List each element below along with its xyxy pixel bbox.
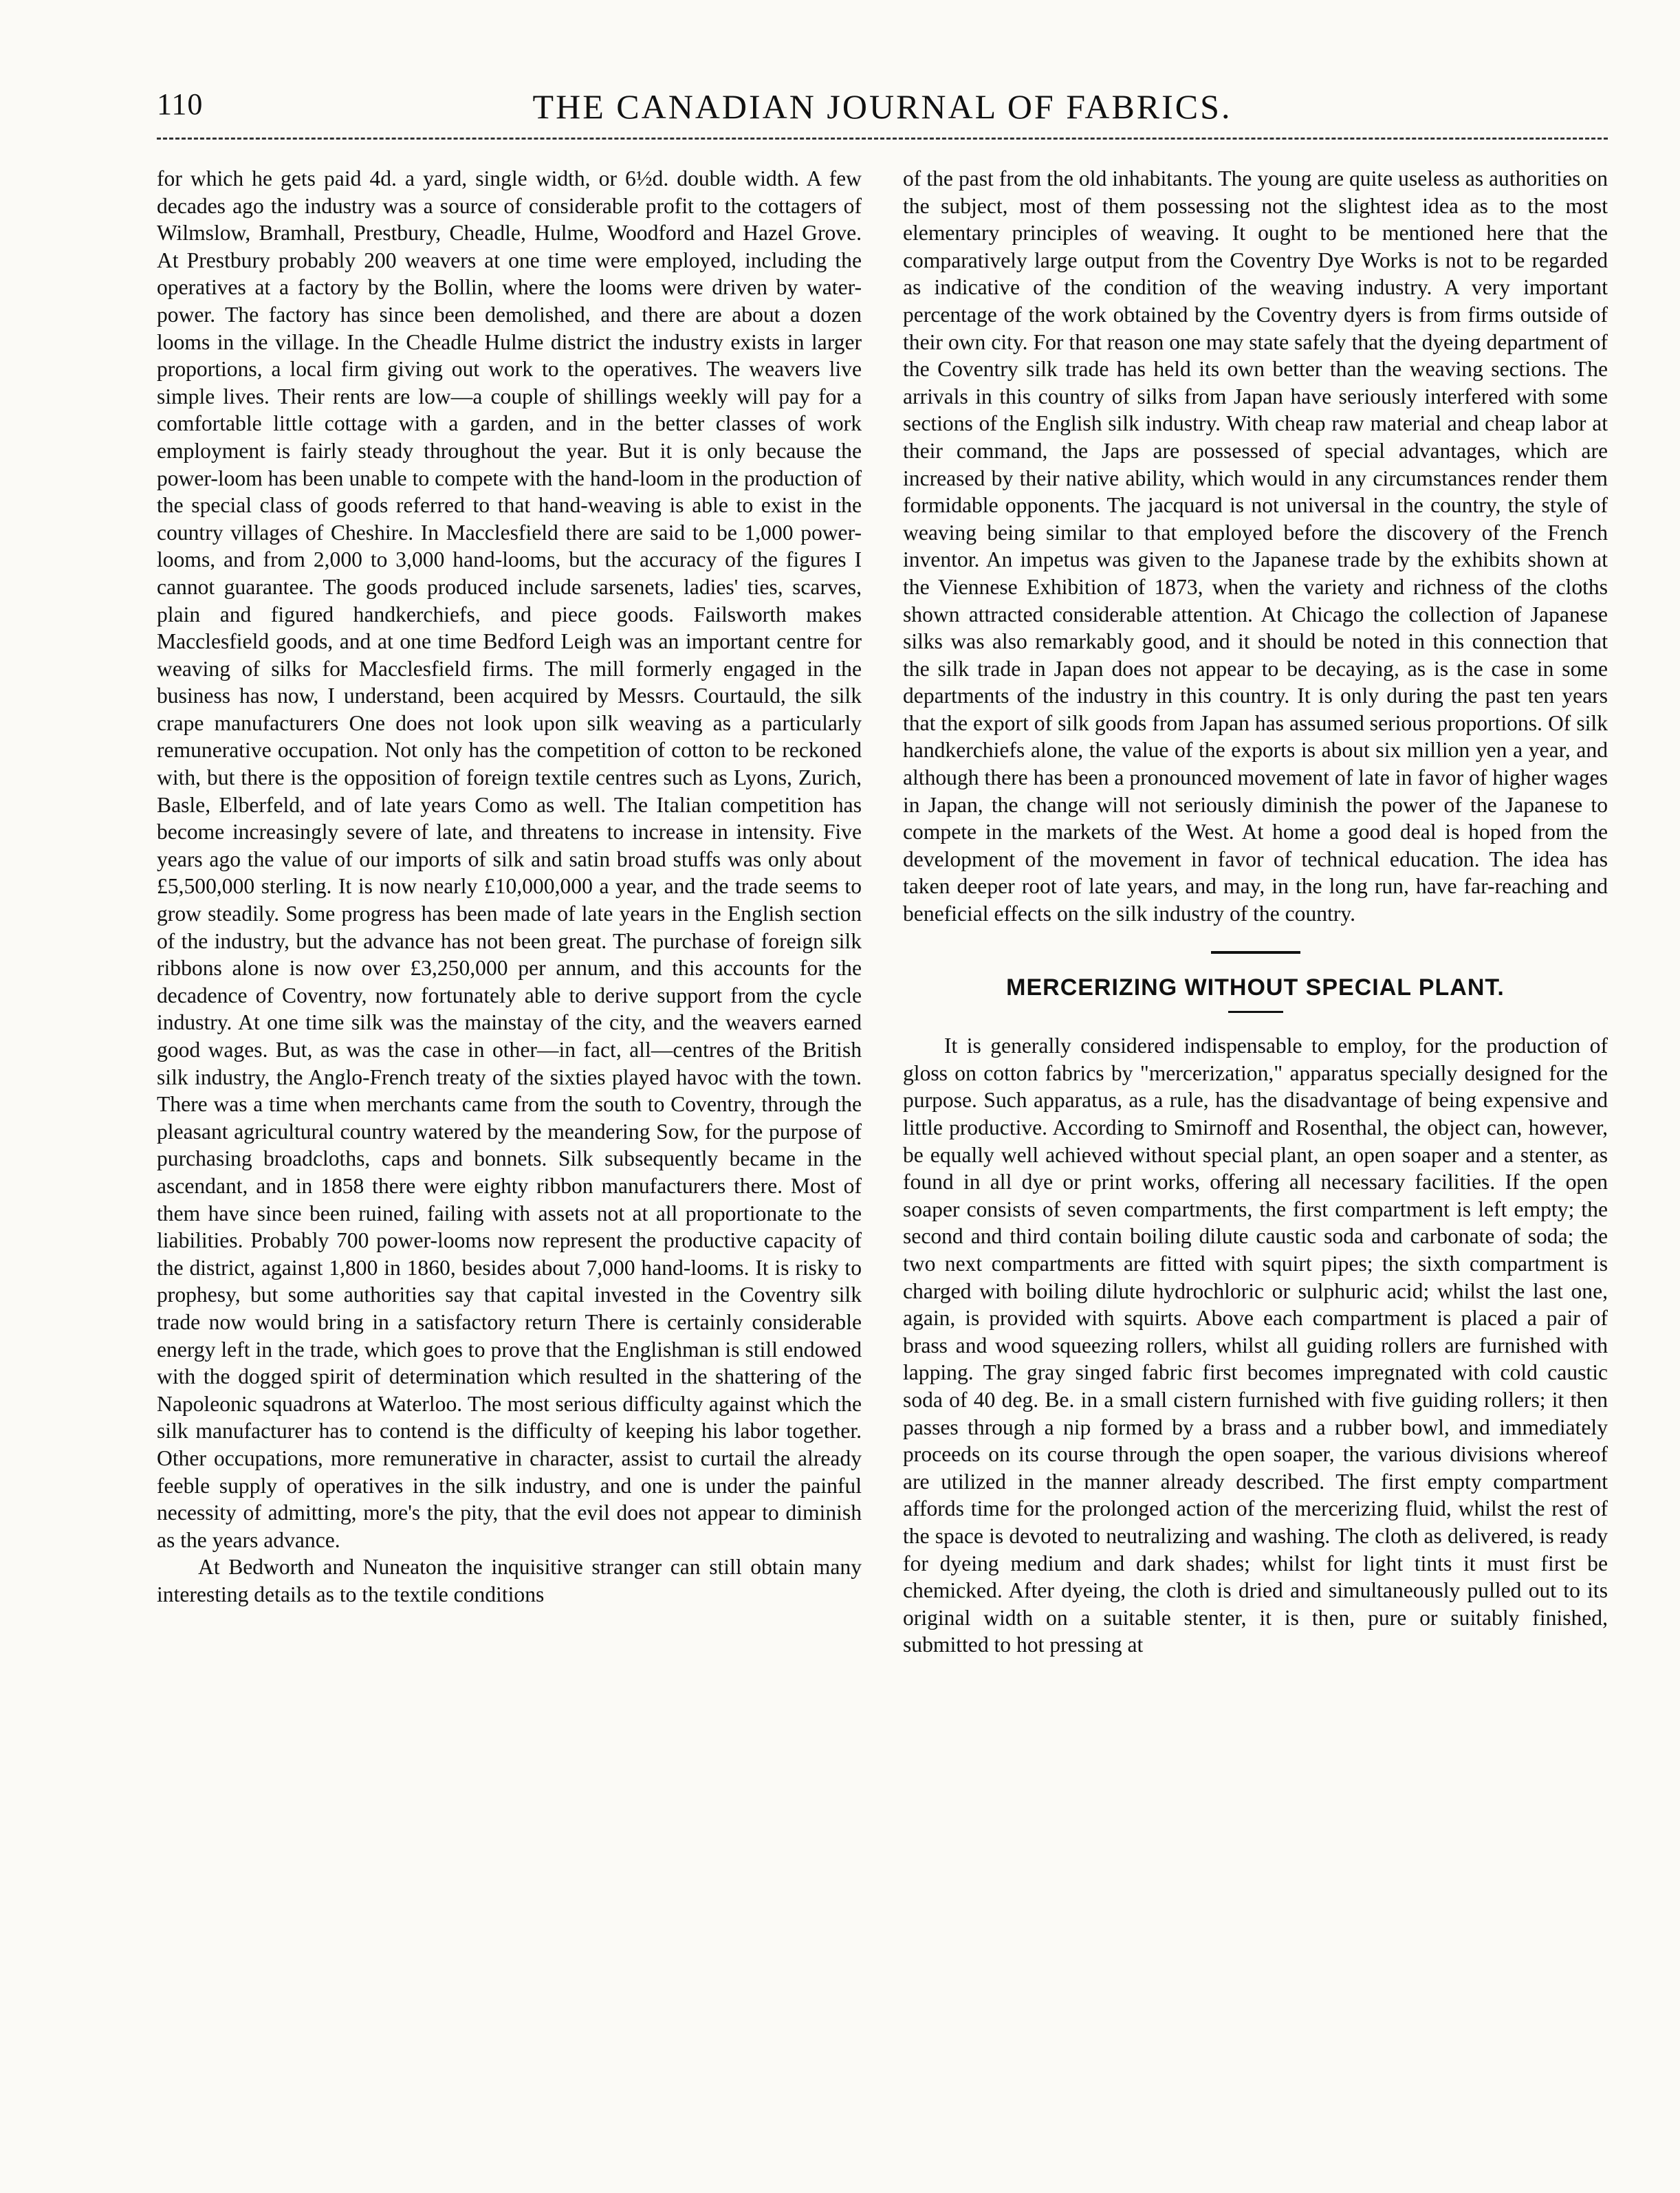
page-number: 110 xyxy=(157,87,204,121)
right-column xyxy=(903,165,1608,1659)
right-paragraph-1: of the past from the old inhabitants. The young are quite useless as authorities on the subject, most of them possessing not the slightest idea as to the most elementary principles of weaving. It ought to be mentioned here that the comparatively large output from the Coventry Dye Works is not to be regarded as indicative of the condition of the weaving industry. A very important percentage of the work obtained by the Coventry dyers is from firms outside of their own city. For that reason one may state safely that the dyeing department of the Coventry silk trade has held its own better than the weaving sections. The arrivals in this country of silks from Japan have seriously interfered with some sections of the English silk industry. With cheap raw material and cheap labor at their command, the Japs are possessed of special advantages, which are increased by their native ability, which would in any circumstances render them formidable opponents. The jacquard is not universal in the country, the style of weaving being similar to that employed before the discovery of the French inventor. An impetus was given to the Japanese trade by the exhibits shown at the Viennese Exhibition of 1873, when the variety and richness of the cloths shown attracted considerable attention. At Chicago the collection of Japanese silks was also remarkably good, and it should be noted in this connection that the silk trade in Japan does not appear to be decaying, as is the case in some departments of the industry in this country. It is only during the past ten years that the export of silk goods from Japan has assumed serious proportions. Of silk handkerchiefs alone, the value of the exports is about six million yen a year, and although there has been a pronounced movement of late in favor of higher wages in Japan, the change will not seriously diminish the power of the Japanese to compete in the markets of the West. At home a good deal is hoped from the development of the movement in favor of technical education. The idea has taken deeper root of late years, and may, in the long run, have far-reaching and beneficial effects on the silk industry of the country. xyxy=(903,166,1608,926)
left-paragraph-1: for which he gets paid 4d. a yard, single width, or 6½d. double width. A few decades ago the industry was a source of considerable profit to the cottagers of Wilmslow, Bramhall, Prestbury, Cheadle, Hulme, Woodford and Hazel Grove. At Prestbury probably 200 weavers at one time were employed, including the operatives at a factory by the Bollin, where the looms were driven by water-power. The factory has since been demolished, and there are about a dozen looms in the village. In the Cheadle Hulme district the industry exists in larger proportions, a local firm giving out work to the operatives. The weavers live simple lives. Their rents are low—a couple of shillings weekly will pay for a comfortable little cottage with a garden, and in the better classes of work employment is fairly steady throughout the year. But it is only because the power-loom has been unable to compete with the hand-loom in the production of the special class of goods referred to that hand-weaving is able to exist in the country villages of Cheshire. In Macclesfield there are said to be 1,000 power-looms, and from 2,000 to 3,000 hand-looms, but the accuracy of the figures I cannot guarantee. The goods produced include sarsenets, ladies' ties, scarves, plain and figured handkerchiefs, and piece goods. Failsworth makes Macclesfield goods, and at one time Bedford Leigh was an important centre for weaving of silks for Macclesfield firms. The mill formerly engaged in the business has now, I understand, been acquired by Messrs. Courtauld, the silk crape manufacturers One does not look upon silk weaving as a particularly remunerative occupation. Not only has the competition of cotton to be reckoned with, but there is the opposition of foreign textile centres such as Lyons, Zurich, Basle, Elberfeld, and of late years Como as well. The Italian competition has become increasingly severe of late, and threatens to increase in intensity. Five years ago the value of our imports of silk and satin broad stuffs was only about £5,500,000 sterling. It is now nearly £10,000,000 a year, and the trade seems to grow steadily. Some progress has been made of late years in the English section of the industry, but the advance has not been great. The purchase of foreign silk ribbons alone is now over £3,250,000 per annum, and this accounts for the decadence of Coventry, now fortunately able to derive support from the cycle industry. At one time silk was the mainstay of the city, and the weavers earned good wages. But, as was the case in other—in fact, all—centres of the British silk industry, the Anglo-French treaty of the sixties played havoc with the town. There was a time when merchants came from the south to Coventry, through the pleasant agricultural country watered by the meandering Sow, for the purpose of purchasing broadcloths, caps and bonnets. Silk subsequently became in the ascendant, and in 1858 there were eighty ribbon manufacturers there. Most of them have since been ruined, failing with assets not at all proportionate to the liabilities. Probably 700 power-looms now represent the productive capacity of the district, against 1,800 in 1860, besides about 7,000 hand-looms. It is risky to prophesy, but some authorities say that capital invested in the Coventry silk trade now would bring in a satisfactory return There is certainly considerable energy left in the trade, which goes to prove that the Englishman is still endowed with the dogged spirit of determination which resulted in the shattering of the Napoleonic squadrons at Waterloo. The most serious difficulty against which the silk manufacturer has to contend is the difficulty of keeping his labor together. Other occupations, more remunerative in character, assist to curtail the already feeble supply of operatives in the silk industry, and one is under the painful necessity of admitting, more's the pity, that the evil does not appear to diminish as the years advance. xyxy=(157,166,862,1552)
header-rule xyxy=(157,138,1608,140)
section-title-underline xyxy=(1228,1011,1283,1013)
journal-title: THE CANADIAN JOURNAL OF FABRICS. xyxy=(532,87,1232,126)
section-title: MERCERIZING WITHOUT SPECIAL PLANT. xyxy=(1006,974,1505,1001)
left-paragraph-2: At Bedworth and Nuneaton the inquisitive stranger can still obtain many interesting details as to the textile conditions xyxy=(157,1555,862,1606)
section-divider xyxy=(1211,951,1300,954)
left-column xyxy=(157,165,862,1608)
section-paragraph-1: It is generally considered indispensable to employ, for the production of gloss on cotton fabrics by "mercerization," apparatus specially designed for the purpose. Such apparatus, as a rule, has the disadvantage of being expensive and little productive. According to Smirnoff and Rosenthal, the object can, however, be equally well achieved without special plant, an open soaper and a stenter, as found in all dye or print works, offering all necessary facilities. If the open soaper consists of seven compartments, the first compartment is left empty; the second and third contain boiling dilute caustic soda and carbonate of soda; the two next compartments are fitted with squirt pipes; the sixth compartment is charged with boiling dilute hydrochloric or sulphuric acid; whilst the last one, again, is provided with squirts. Above each compartment is placed a pair of brass and wood squeezing rollers, whilst all guiding rollers are furnished with lapping. The gray singed fabric first becomes impregnated with cold caustic soda of 40 deg. Be. in a small cistern furnished with five guiding rollers; it then passes through a nip formed by a brass and a rubber bowl, and immediately proceeds on its course through the open soaper, the various divisions whereof are utilized in the manner already described. The first empty compartment affords time for the prolonged action of the mercerizing fluid, whilst the rest of the space is devoted to neutralizing and washing. The cloth as delivered, is ready for dyeing medium and dark shades; whilst for light tints it must first be chemicked. After dyeing, the cloth is dried and simultaneously pulled out to its original width on a suitable stenter, it is then, pure or suitably finished, submitted to hot pressing at xyxy=(903,1034,1608,1657)
page-header xyxy=(157,87,1608,135)
